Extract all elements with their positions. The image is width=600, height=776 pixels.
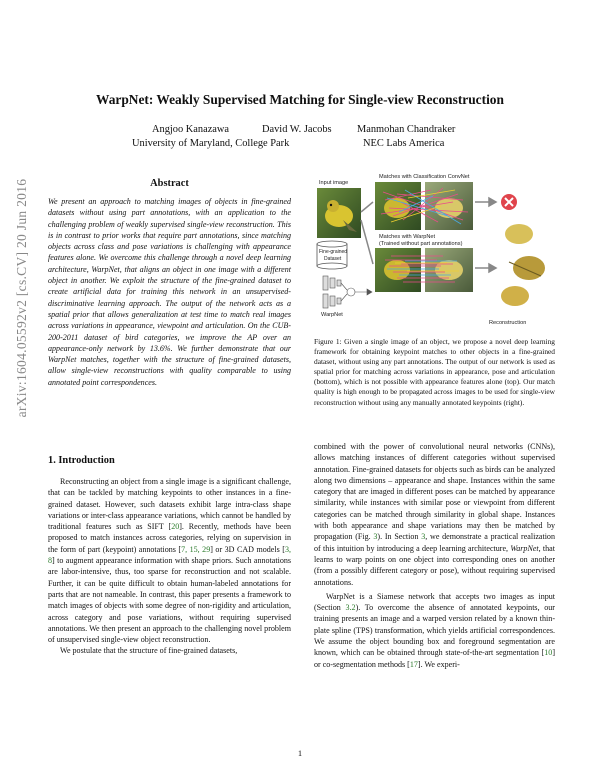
figure-label-input: Input image	[319, 180, 349, 186]
figure-label-convnet: Matches with Classification ConvNet	[379, 174, 470, 180]
citation-link[interactable]: 7, 15, 29	[181, 544, 211, 554]
citation-link[interactable]: 17	[409, 659, 418, 669]
intro-paragraph-1: Reconstructing an object from a single image is a significant challenge, that can be tackled by matching keypoints to other instances in a fine-grained dataset. However, such datasets exhibit large intra-class shape variations or inter-class appearance variations, which cannot be handled by traditional features such as SIFT [20]. Recently, methods have been proposed to match instances across categories, relying on supervision in the form of part (keypoint) annotations [7, 15, 29] or 3D CAD models [3, 8] to augment appearance information with shape priors. Such annotations are labor-intensive, thus, too sparse for reconstruction and not scalable. Further, it can be quite difficult to obtain human-labeled annotations for parts that are not nameable. In contrast, this paper presents a framework to match images of objects with some degree of non-rigidity and articulation, across category and pose variations, without requiring supervised annotations. We then present an approach to the challenging novel problem of unsupervised single-view object reconstruction.	[48, 477, 291, 645]
author-1: Angjoo Kanazawa	[152, 124, 230, 135]
figure-label-warpnet-matches: Matches with WarpNet	[379, 234, 436, 240]
convnet-matches-panel	[375, 182, 473, 230]
figure-label-reconstruction: Reconstruction	[489, 320, 527, 326]
intro-paragraph-4: WarpNet is a Siamese network that accepts two images as input (Section 3.2). To overcome the absence of annotated keypoints, our training presents an image and a warped version related by a known thin-plate spline (TPS) transformation, which yields artificial correspondences. We assume the object bounding box and foreground segmentation are known, which can be obtained through state-of-the-art segmentation [10] or co-segmentation methods [17]. We experi-	[314, 591, 555, 669]
warpnet-matches-panel	[375, 248, 473, 292]
left-column-text	[48, 476, 291, 657]
intro-paragraph-2: We postulate that the structure of fine-grained datasets,	[60, 646, 238, 656]
warpnet-architecture-icon	[323, 276, 372, 308]
figure-1	[313, 172, 557, 332]
citation-link[interactable]: 20	[171, 522, 180, 532]
reconstruction-render	[501, 224, 545, 306]
affiliation-2: NEC Labs America	[363, 138, 445, 149]
right-column-text	[314, 441, 555, 670]
author-2: David W. Jacobs	[262, 124, 332, 135]
affiliation-1: University of Maryland, College Park	[132, 138, 290, 149]
author-3: Manmohan Chandraker	[357, 124, 456, 135]
figure-label-warpnet-subtitle: (Trained without part annotations)	[379, 241, 463, 247]
citation-link[interactable]: 10	[544, 648, 553, 658]
section-heading: 1. Introduction	[48, 455, 115, 466]
figure-ref-link[interactable]: 3	[373, 532, 378, 542]
figure-1-graphic	[313, 172, 557, 332]
figure-label-dataset-1: Fine-grained	[319, 249, 348, 255]
figure-label-dataset-2: Dataset	[324, 256, 342, 262]
figure-label-warpnet: WarpNet	[321, 312, 343, 318]
arxiv-identifier: arXiv:1604.05592v2 [cs.CV] 20 Jun 2016	[14, 178, 29, 418]
paper-title: WarpNet: Weakly Supervised Matching for Single-view Reconstruction	[96, 92, 504, 107]
intro-paragraph-3: combined with the power of convolutional neural networks (CNNs), allows matching instances of different categories without supervised annotation. Fine-grained datasets for objects such as birds can be analyzed along two dimensions – appearance and shape. Instances within the same category that are imaged in different poses can be matched by appearance similarity, while instances with similar pose or viewpoint from different categories can be matched through similarity in global shape. Instances with both appearance and shape variations may then be matched by propagation (Fig. 3). In Section 3, we demonstrate a practical realization of this intuition by introducing a deep learning architecture, WarpNet, that learns to warp points on one object into corresponding ones on another (from a possibly different category or pose), without requiring supervised annotations.	[314, 442, 555, 587]
dataset-cylinder-icon	[317, 241, 347, 269]
input-bird-image	[317, 188, 361, 238]
page-number: 1	[297, 748, 303, 758]
section-ref-link[interactable]: 3.2	[345, 603, 356, 613]
figure-caption: Figure 1: Given a single image of an object, we propose a novel deep learning framework for obtaining keypoint matches to other objects in a fine-grained dataset, without using any part annotations. The output of our network is used as spatial prior for matching across variations in appearance, pose and articulation (bottom), which is not possible with appearance features alone (top). Our match quality is high enough to be propagated across images to be used for single-view reconstruction without using any manually annotated keypoints (right).	[314, 337, 555, 407]
section-ref-link[interactable]: 3	[421, 532, 426, 542]
failure-x-icon	[501, 194, 517, 210]
abstract-heading: Abstract	[150, 178, 189, 189]
citation-link[interactable]: 3, 8	[48, 544, 291, 566]
abstract-text: We present an approach to matching images of objects in fine-grained datasets without using part annotations, with an application to the challenging problem of weakly supervised single-view reconstruction. This is in contrast to prior works that require part annotations, since matching objects across class and pose variations is challenging with appearance features alone. We overcome this challenge through a novel deep learning architecture, WarpNet, that aligns an object in one image with a different object in another. We exploit the structure of the fine-grained dataset to create artificial data for training this network in an unsupervised-discriminative learning approach. The output of the network acts as a spatial prior that allows generalization at test time to match real images across variations in appearance, viewpoint and articulation. On the CUB-200-2011 dataset of bird categories, we improve the AP over an appearance-only network by 13.6%. We further demonstrate that our WarpNet matches, together with the structure of fine-grained datasets, allow single-view reconstructions with quality comparable to using annotated point correspondences.	[48, 197, 291, 387]
